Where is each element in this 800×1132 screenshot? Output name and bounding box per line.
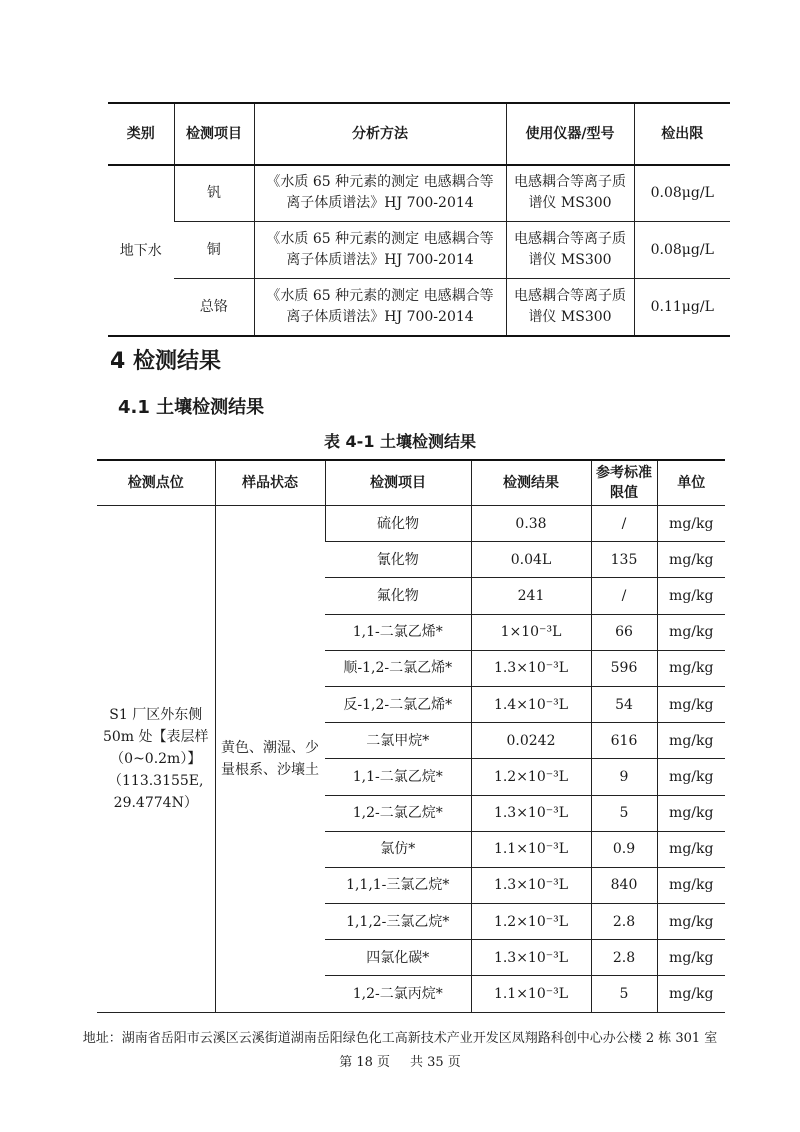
category-cell: 地下水 (108, 165, 174, 336)
item-cell: 总铬 (174, 278, 254, 336)
unit-cell: mg/kg (657, 795, 725, 831)
subsection-title: 4.1 土壤检测结果 (118, 397, 265, 418)
location-line: S1 厂区外东侧 (109, 706, 203, 723)
unit-cell: mg/kg (657, 904, 725, 940)
header-point: 检测点位 (97, 460, 215, 506)
state-line: 黄色、潮湿、少 (221, 739, 319, 756)
unit-cell: mg/kg (657, 940, 725, 976)
limit-cell: 0.11μg/L (634, 278, 730, 336)
header-state: 样品状态 (215, 460, 325, 506)
method-cell (254, 221, 506, 278)
instrument-line: 谱仪 MS300 (528, 195, 612, 212)
limit-cell: 2.8 (591, 904, 657, 940)
method-line: 离子体质谱法》HJ 700-2014 (286, 195, 474, 212)
method-line: 《水质 65 种元素的测定 电感耦合等 (266, 174, 494, 191)
table-row (108, 165, 730, 221)
limit-cell: 9 (591, 759, 657, 795)
header-item: 检测项目 (174, 103, 254, 165)
result-cell: 241 (471, 578, 591, 614)
unit-cell: mg/kg (657, 723, 725, 759)
method-line: 离子体质谱法》HJ 700-2014 (286, 251, 474, 268)
instrument-line: 谱仪 MS300 (528, 251, 612, 268)
state-cell (215, 506, 325, 1013)
location-line: 29.4774N） (113, 794, 198, 811)
unit-cell: mg/kg (657, 759, 725, 795)
item-cell: 反-1,2-二氯乙烯* (325, 686, 471, 722)
result-cell: 0.04L (471, 542, 591, 578)
unit-cell: mg/kg (657, 542, 725, 578)
table-row (97, 506, 725, 542)
item-cell: 1,1,1-三氯乙烷* (325, 867, 471, 903)
page-total: 共 35 页 (410, 1055, 461, 1070)
limit-cell: 2.8 (591, 940, 657, 976)
soil-results-table (97, 459, 725, 1013)
method-line: 离子体质谱法》HJ 700-2014 (286, 308, 474, 325)
limit-cell: / (591, 506, 657, 542)
result-cell: 1.3×10⁻³L (471, 795, 591, 831)
item-cell: 1,1,2-三氯乙烷* (325, 904, 471, 940)
item-cell: 顺-1,2-二氯乙烯* (325, 650, 471, 686)
limit-cell: 0.9 (591, 831, 657, 867)
result-cell: 1.1×10⁻³L (471, 976, 591, 1012)
limit-cell: 0.08μg/L (634, 221, 730, 278)
instrument-cell (506, 221, 634, 278)
instrument-line: 电感耦合等离子质 (514, 287, 626, 304)
item-cell: 1,1-二氯乙烯* (325, 614, 471, 650)
unit-cell: mg/kg (657, 614, 725, 650)
result-cell: 1.3×10⁻³L (471, 650, 591, 686)
instrument-cell (506, 165, 634, 221)
item-cell: 氟化物 (325, 578, 471, 614)
table-row (108, 278, 730, 336)
location-line: 50m 处【表层样 (102, 728, 209, 745)
limit-cell: 0.08μg/L (634, 165, 730, 221)
item-cell: 钒 (174, 165, 254, 221)
item-cell: 二氯甲烷* (325, 723, 471, 759)
item-cell: 硫化物 (325, 506, 471, 542)
limit-cell: / (591, 578, 657, 614)
section-title: 4 检测结果 (110, 349, 221, 374)
instrument-cell (506, 278, 634, 336)
instrument-line: 电感耦合等离子质 (514, 230, 626, 247)
result-cell: 1.2×10⁻³L (471, 759, 591, 795)
footer-page-number (0, 1051, 800, 1070)
method-cell (254, 165, 506, 221)
unit-cell: mg/kg (657, 976, 725, 1012)
item-cell: 四氯化碳* (325, 940, 471, 976)
result-cell: 1×10⁻³L (471, 614, 591, 650)
header-limit (591, 460, 657, 506)
result-cell: 0.0242 (471, 723, 591, 759)
limit-cell: 616 (591, 723, 657, 759)
header-method: 分析方法 (254, 103, 506, 165)
limit-cell: 596 (591, 650, 657, 686)
location-cell (97, 506, 215, 1013)
result-cell: 1.4×10⁻³L (471, 686, 591, 722)
item-cell: 铜 (174, 221, 254, 278)
item-cell: 氯仿* (325, 831, 471, 867)
header-result: 检测结果 (471, 460, 591, 506)
header-instrument: 使用仪器/型号 (506, 103, 634, 165)
result-cell: 1.3×10⁻³L (471, 867, 591, 903)
header-limit: 检出限 (634, 103, 730, 165)
unit-cell: mg/kg (657, 867, 725, 903)
limit-cell: 54 (591, 686, 657, 722)
limit-cell: 5 (591, 795, 657, 831)
method-line: 《水质 65 种元素的测定 电感耦合等 (266, 230, 494, 247)
unit-cell: mg/kg (657, 686, 725, 722)
header-item: 检测项目 (325, 460, 471, 506)
limit-cell: 135 (591, 542, 657, 578)
table-row (108, 221, 730, 278)
result-cell: 1.3×10⁻³L (471, 940, 591, 976)
page-current: 第 18 页 (339, 1055, 390, 1070)
results-header-row (97, 460, 725, 506)
item-cell: 1,2-二氯乙烷* (325, 795, 471, 831)
method-cell (254, 278, 506, 336)
footer-address: 地址：湖南省岳阳市云溪区云溪街道湖南岳阳绿色化工高新技术产业开发区凤翔路科创中心办公楼 2 栋 301 室 (82, 1031, 718, 1046)
method-table-header-row (108, 103, 730, 165)
header-unit: 单位 (657, 460, 725, 506)
item-cell: 1,1-二氯乙烷* (325, 759, 471, 795)
instrument-line: 电感耦合等离子质 (514, 174, 626, 191)
method-table (108, 102, 730, 337)
unit-cell: mg/kg (657, 506, 725, 542)
header-category: 类别 (108, 103, 174, 165)
item-cell: 氰化物 (325, 542, 471, 578)
location-line: （0~0.2m）】 (110, 750, 202, 767)
limit-cell: 840 (591, 867, 657, 903)
result-cell: 0.38 (471, 506, 591, 542)
limit-cell: 66 (591, 614, 657, 650)
limit-cell: 5 (591, 976, 657, 1012)
header-limit-line: 限值 (610, 485, 638, 501)
result-cell: 1.2×10⁻³L (471, 904, 591, 940)
header-limit-line: 参考标准 (596, 465, 652, 481)
table-caption: 表 4-1 土壤检测结果 (323, 432, 477, 451)
state-line: 量根系、沙壤土 (221, 761, 319, 778)
item-cell: 1,2-二氯丙烷* (325, 976, 471, 1012)
unit-cell: mg/kg (657, 578, 725, 614)
instrument-line: 谱仪 MS300 (528, 308, 612, 325)
location-line: （113.3155E, (108, 772, 204, 789)
result-cell: 1.1×10⁻³L (471, 831, 591, 867)
unit-cell: mg/kg (657, 650, 725, 686)
unit-cell: mg/kg (657, 831, 725, 867)
method-line: 《水质 65 种元素的测定 电感耦合等 (266, 287, 494, 304)
